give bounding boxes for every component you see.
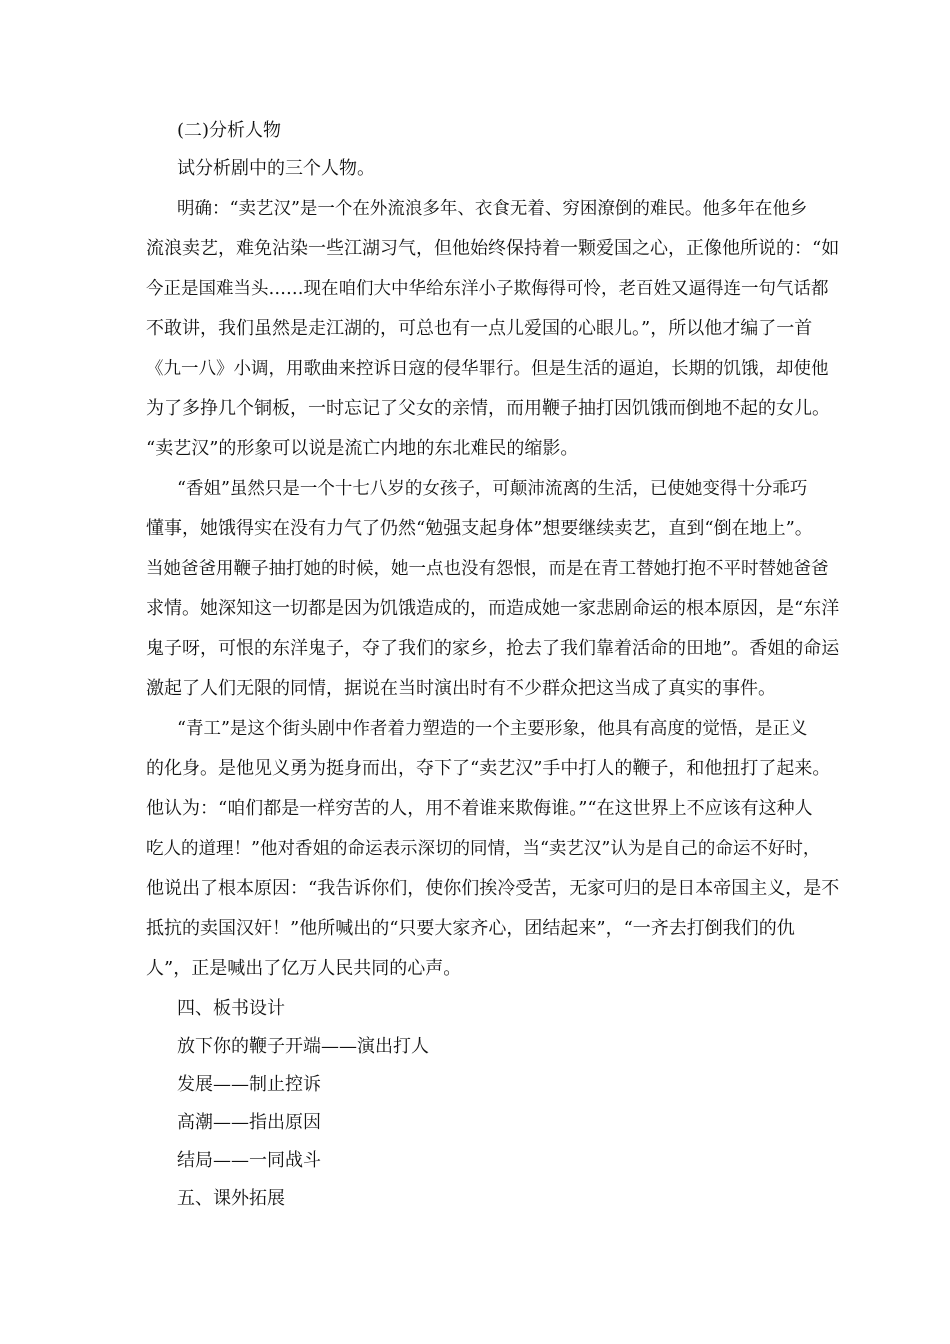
paragraph-line: 鬼子呀，可恨的东洋鬼子，夺了我们的家乡，抢去了我们靠着活命的田地”。香姐的命运 — [146, 638, 840, 659]
analysis-prompt: 试分析剧中的三个人物。 — [177, 158, 375, 179]
paragraph-line: “香姐”虽然只是一个十七八岁的女孩子，可颠沛流离的生活，已使她变得十分乖巧 — [177, 479, 808, 499]
paragraph-line: 的化身。是他见义勇为挺身而出，夺下了“卖艺汉”手中打人的鞭子，和他扭打了起来。 — [146, 758, 831, 779]
paragraph-line: 吃人的道理！”他对香姐的命运表示深切的同情，当“卖艺汉”认为是自己的命运不好时， — [146, 839, 821, 859]
paragraph-qinggong — [146, 719, 840, 979]
section-heading-board: 四、板书设计 — [177, 998, 285, 1019]
board-item: 高潮——指出原因 — [177, 1112, 321, 1133]
section-heading-extension: 五、课外拓展 — [177, 1188, 285, 1209]
paragraph-line: 他认为：“咱们都是一样穷苦的人，用不着谁来欺侮谁。”“在这世界上不应该有这种人 — [146, 798, 813, 819]
document-body — [146, 120, 840, 1209]
paragraph-line: 为了多挣几个铜板，一时忘记了父女的亲情，而用鞭子抽打因饥饿而倒地不起的女儿。 — [146, 398, 830, 419]
paragraph-line: 懂事，她饿得实在没有力气了仍然“勉强支起身体”想要继续卖艺，直到“倒在地上”。 — [146, 518, 813, 539]
paragraph-maiyihan — [146, 199, 840, 459]
paragraph-line: 当她爸爸用鞭子抽打她的时候，她一点也没有怨恨，而是在青工替她打抱不平时替她爸爸 — [146, 559, 829, 579]
paragraph-line: 今正是国难当头……现在咱们大中华给东洋小子欺侮得可怜，老百姓又逼得连一句气话都 — [146, 279, 829, 299]
paragraph-line: “青工”是这个街头剧中作者着力塑造的一个主要形象，他具有高度的觉悟，是正义 — [177, 719, 808, 739]
paragraph-line: 激起了人们无限的同情，据说在当时演出时有不少群众把这当成了真实的事件。 — [146, 678, 776, 699]
paragraph-line: 流浪卖艺，难免沾染一些江湖习气，但他始终保持着一颗爱国之心，正像他所说的：“如 — [146, 238, 840, 259]
board-item: 结局——一同战斗 — [177, 1150, 321, 1171]
board-design-list — [146, 1038, 808, 1170]
paragraph-line: 求情。她深知这一切都是因为饥饿造成的，而造成她一家悲剧命运的根本原因，是“东洋 — [146, 598, 840, 619]
paragraph-line: “卖艺汉”的形象可以说是流亡内地的东北难民的缩影。 — [146, 438, 579, 459]
paragraph-line: 抵抗的卖国汉奸！”他所喊出的“只要大家齐心，团结起来”，“一齐去打倒我们的仇 — [146, 918, 795, 939]
board-item: 发展——制止控诉 — [177, 1074, 321, 1095]
paragraph-line: 明确：“卖艺汉”是一个在外流浪多年、衣食无着、穷困潦倒的难民。他多年在他乡 — [177, 199, 808, 219]
board-item: 放下你的鞭子开端——演出打人 — [177, 1036, 429, 1057]
section-heading-analysis: (二)分析人物 — [177, 120, 282, 141]
paragraph-line: 不敢讲，我们虽然是走江湖的，可总也有一点儿爱国的心眼儿。”，所以他才编了一首 — [146, 318, 813, 339]
paragraph-line: 《九一八》小调，用歌曲来控诉日寇的侵华罪行。但是生活的逼迫，长期的饥饿，却使他 — [146, 359, 829, 379]
paragraph-xiangjie — [146, 479, 840, 699]
paragraph-line: 他说出了根本原因：“我告诉你们，使你们挨冷受苦，无家可归的是日本帝国主义，是不 — [146, 878, 840, 899]
paragraph-line: 人”，正是喊出了亿万人民共同的心声。 — [146, 958, 462, 979]
